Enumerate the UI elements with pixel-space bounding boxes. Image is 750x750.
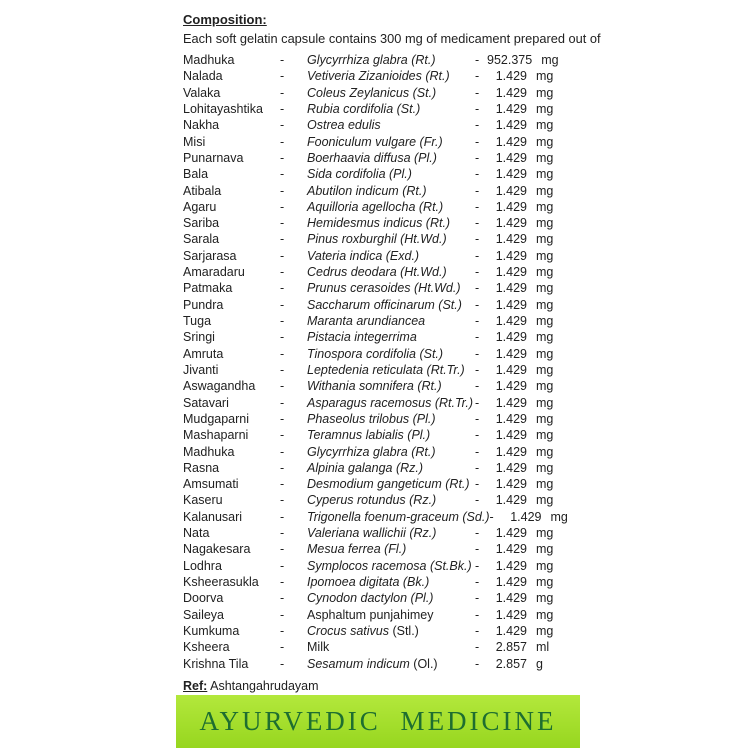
dash-separator: -: [280, 216, 285, 231]
ingredient-name: Satavari: [183, 395, 229, 410]
ingredient-name: Madhuka: [183, 53, 235, 67]
botanical-name: Cedrus deodara (Ht.Wd.): [307, 265, 447, 280]
ingredient-row: [183, 379, 583, 395]
dash-separator: -: [475, 53, 480, 67]
dash-separator: -: [475, 101, 480, 116]
dash-separator: -: [280, 183, 285, 198]
dash-separator: -: [475, 248, 480, 263]
dash-separator: -: [475, 656, 480, 671]
dash-separator: -: [280, 167, 285, 182]
quantity-unit: mg: [536, 411, 554, 426]
quantity-value: 1.429: [495, 493, 527, 508]
ingredient-name: Jivanti: [183, 362, 219, 377]
botanical-name: Coleus Zeylanicus (St.): [307, 85, 437, 100]
ingredient-name: Sarjarasa: [183, 248, 237, 263]
dash-separator: -: [280, 314, 285, 328]
quantity-unit: mg: [536, 232, 554, 247]
quantity-value: 1.429: [495, 134, 527, 149]
dash-separator: -: [280, 591, 285, 606]
ingredient-row: [183, 200, 583, 216]
ingredient-row: [183, 347, 583, 363]
ingredient-row: [183, 363, 583, 379]
quantity-unit: mg: [536, 362, 554, 377]
quantity-value: 2.857: [495, 656, 527, 671]
ayurvedic-medicine-banner: [176, 695, 580, 748]
dash-separator: -: [475, 85, 480, 100]
quantity-unit: mg: [536, 85, 554, 100]
quantity-value: 1.429: [495, 526, 527, 541]
botanical-name: Boerhaavia diffusa (Pl.): [307, 150, 437, 165]
dash-separator: -: [280, 150, 285, 165]
ingredient-name: Bala: [183, 167, 209, 182]
ingredient-row: [183, 461, 583, 477]
dash-separator: -: [280, 656, 285, 671]
quantity-value: 1.429: [495, 428, 527, 443]
ingredient-name: Doorva: [183, 591, 224, 606]
ingredient-row: [183, 69, 583, 85]
dash-separator: -: [475, 167, 480, 182]
dash-separator: -: [475, 281, 480, 296]
dash-separator: -: [280, 199, 285, 214]
quantity-unit: mg: [536, 428, 554, 443]
ingredient-row: [183, 298, 583, 314]
ingredient-row: [183, 249, 583, 265]
botanical-name: Glycyrrhiza glabra (Rt.): [307, 444, 436, 459]
ingredient-name: Madhuka: [183, 444, 235, 459]
dash-separator: -: [475, 216, 480, 231]
dash-separator: -: [475, 297, 480, 312]
dash-separator: -: [475, 330, 480, 345]
quantity-value: 1.429: [495, 167, 527, 182]
ingredient-name: Ksheerasukla: [183, 575, 259, 589]
ingredient-name: Kumkuma: [183, 623, 240, 638]
ingredient-row: [183, 493, 583, 509]
dash-separator: -: [280, 623, 285, 638]
botanical-name: Glycyrrhiza glabra (Rt.): [307, 53, 436, 67]
ingredient-name: Mudgaparni: [183, 411, 250, 426]
quantity-value: 1.429: [495, 395, 527, 410]
quantity-value: 1.429: [495, 150, 527, 165]
dash-separator: -: [280, 607, 285, 622]
quantity-value: 1.429: [495, 460, 527, 475]
ingredient-row: [183, 118, 583, 134]
ref-text: Ashtangahrudayam: [210, 678, 319, 693]
dash-separator: -: [475, 183, 480, 198]
ingredient-row: [183, 216, 583, 232]
ingredient-name: Agaru: [183, 199, 217, 214]
quantity-value: 1.429: [495, 281, 527, 296]
quantity-value: 1.429: [495, 607, 527, 622]
botanical-name: Pistacia integerrima: [307, 330, 417, 345]
quantity-unit: mg: [536, 542, 554, 557]
quantity-value: 1.429: [495, 477, 527, 492]
dash-separator: -: [280, 379, 285, 394]
dash-separator: -: [489, 509, 494, 524]
quantity-unit: mg: [536, 575, 554, 589]
ingredient-row: [183, 657, 583, 673]
ingredient-name: Punarnava: [183, 150, 244, 165]
ingredient-row: [183, 624, 583, 640]
botanical-name: Leptedenia reticulata (Rt.Tr.): [307, 362, 465, 377]
dash-separator: -: [475, 477, 480, 492]
quantity-unit: mg: [536, 314, 554, 328]
ingredient-name: Tuga: [183, 314, 212, 328]
botanical-name: Sida cordifolia (Pl.): [307, 167, 412, 182]
quantity-unit: mg: [536, 330, 554, 345]
dash-separator: -: [280, 493, 285, 508]
dash-separator: -: [475, 395, 480, 410]
ingredient-name: Nalada: [183, 69, 223, 84]
quantity-value: 1.429: [495, 330, 527, 345]
quantity-unit: mg: [536, 526, 554, 541]
composition-section: [183, 12, 601, 693]
quantity-value: 1.429: [495, 411, 527, 426]
quantity-unit: g: [536, 656, 543, 671]
quantity-value: 1.429: [495, 444, 527, 459]
dash-separator: -: [280, 265, 285, 280]
ingredient-row: [183, 591, 583, 607]
ingredient-name: Sariba: [183, 216, 220, 231]
dash-separator: -: [475, 69, 480, 84]
quantity-value: 1.429: [495, 265, 527, 280]
dash-separator: -: [475, 150, 480, 165]
botanical-name: Aquilloria agellocha (Rt.): [307, 199, 444, 214]
dash-separator: -: [475, 199, 480, 214]
composition-title: Composition:: [183, 12, 267, 27]
ingredient-name: Lohitayashtika: [183, 101, 263, 116]
ingredient-name: Sringi: [183, 330, 215, 345]
ingredient-name: Krishna Tila: [183, 656, 249, 671]
quantity-value: 1.429: [495, 346, 527, 361]
quantity-value: 1.429: [495, 297, 527, 312]
dash-separator: -: [475, 379, 480, 394]
quantity-value: 1.429: [495, 101, 527, 116]
ingredient-name: Nata: [183, 526, 210, 541]
quantity-unit: mg: [536, 265, 554, 280]
dash-separator: -: [475, 118, 480, 133]
dash-separator: -: [280, 542, 285, 557]
quantity-value: 952.375: [487, 53, 533, 67]
dash-separator: -: [280, 281, 285, 296]
quantity-unit: mg: [536, 623, 554, 638]
botanical-name: Asphaltum punjahimey: [307, 607, 434, 622]
dash-separator: -: [280, 558, 285, 573]
quantity-unit: mg: [536, 297, 554, 312]
ingredient-row: [183, 575, 583, 591]
botanical-name: Milk: [307, 640, 330, 655]
dash-separator: -: [280, 362, 285, 377]
botanical-name: Sesamum indicum (Ol.): [307, 656, 438, 671]
quantity-value: 1.429: [495, 362, 527, 377]
quantity-value: 1.429: [495, 542, 527, 557]
quantity-unit: mg: [536, 118, 554, 133]
ingredient-name: Aswagandha: [183, 379, 256, 394]
quantity-value: 1.429: [495, 183, 527, 198]
quantity-unit: mg: [536, 607, 554, 622]
ingredient-row: [183, 135, 583, 151]
quantity-unit: mg: [536, 379, 554, 394]
ingredient-row: [183, 265, 583, 281]
quantity-unit: mg: [536, 167, 554, 182]
quantity-unit: mg: [536, 183, 554, 198]
botanical-name: Pinus roxburghil (Ht.Wd.): [307, 232, 447, 247]
dash-separator: -: [280, 53, 285, 67]
dash-separator: -: [280, 101, 285, 116]
ingredient-row: [183, 184, 583, 200]
quantity-value: 1.429: [495, 591, 527, 606]
ingredient-row: [183, 477, 583, 493]
ingredient-row: [183, 608, 583, 624]
ingredient-row: [183, 526, 583, 542]
botanical-name: Symplocos racemosa (St.Bk.): [307, 558, 472, 573]
quantity-value: 1.429: [495, 69, 527, 84]
dash-separator: -: [280, 395, 285, 410]
reference-line: [183, 679, 583, 693]
dash-separator: -: [475, 265, 480, 280]
ingredient-name: Ksheera: [183, 640, 230, 655]
dash-separator: -: [280, 428, 285, 443]
dash-separator: -: [475, 232, 480, 247]
ingredient-name: Mashaparni: [183, 428, 249, 443]
ingredient-name: Rasna: [183, 460, 220, 475]
ingredient-row: [183, 445, 583, 461]
quantity-unit: mg: [536, 134, 554, 149]
ingredient-row: [183, 53, 583, 69]
quantity-unit: mg: [536, 460, 554, 475]
quantity-unit: mg: [541, 53, 559, 67]
quantity-unit: mg: [536, 150, 554, 165]
quantity-unit: mg: [536, 444, 554, 459]
dash-separator: -: [475, 314, 480, 328]
quantity-value: 1.429: [510, 509, 542, 524]
quantity-unit: mg: [536, 216, 554, 231]
ingredient-name: Lodhra: [183, 558, 222, 573]
ingredients-table: [183, 53, 583, 673]
quantity-value: 1.429: [495, 575, 527, 589]
quantity-value: 1.429: [495, 314, 527, 328]
quantity-unit: mg: [536, 281, 554, 296]
botanical-name: Maranta arundiancea: [307, 314, 426, 328]
quantity-unit: mg: [536, 493, 554, 508]
ingredient-row: [183, 167, 583, 183]
dash-separator: -: [475, 542, 480, 557]
botanical-name: Crocus sativus (Stl.): [307, 623, 419, 638]
quantity-value: 1.429: [495, 379, 527, 394]
quantity-unit: mg: [536, 346, 554, 361]
dash-separator: -: [475, 640, 480, 655]
botanical-name: Hemidesmus indicus (Rt.): [307, 216, 451, 231]
botanical-name: Ostrea edulis: [307, 118, 381, 133]
dash-separator: -: [475, 591, 480, 606]
ingredient-row: [183, 86, 583, 102]
ingredient-name: Kalanusari: [183, 509, 243, 524]
dash-separator: -: [475, 558, 480, 573]
quantity-value: 1.429: [495, 216, 527, 231]
dash-separator: -: [475, 607, 480, 622]
ingredient-row: [183, 412, 583, 428]
quantity-unit: mg: [536, 558, 554, 573]
quantity-unit: mg: [536, 69, 554, 84]
quantity-value: 1.429: [495, 232, 527, 247]
botanical-name: Vateria indica (Exd.): [307, 248, 420, 263]
botanical-name: Vetiveria Zizanioides (Rt.): [307, 69, 450, 84]
botanical-name: Rubia cordifolia (St.): [307, 101, 421, 116]
ingredient-row: [183, 151, 583, 167]
botanical-name: Alpinia galanga (Rz.): [307, 460, 424, 475]
dash-separator: -: [475, 428, 480, 443]
ingredient-row: [183, 510, 583, 526]
ingredient-row: [183, 281, 583, 297]
quantity-value: 2.857: [495, 640, 527, 655]
ingredient-row: [183, 542, 583, 558]
ingredient-row: [183, 640, 583, 656]
dash-separator: -: [280, 640, 285, 655]
botanical-name: Mesua ferrea (Fl.): [307, 542, 407, 557]
botanical-name: Teramnus labialis (Pl.): [307, 428, 431, 443]
dash-separator: -: [475, 493, 480, 508]
ingredient-name: Pundra: [183, 297, 224, 312]
ingredient-row: [183, 559, 583, 575]
dash-separator: -: [280, 330, 285, 345]
quantity-unit: mg: [550, 509, 568, 524]
ingredient-name: Patmaka: [183, 281, 233, 296]
dash-separator: -: [280, 85, 285, 100]
ingredient-name: Misi: [183, 134, 206, 149]
dash-separator: -: [475, 411, 480, 426]
ref-label: Ref:: [183, 678, 208, 693]
ingredient-name: Amruta: [183, 346, 224, 361]
dash-separator: -: [280, 509, 285, 524]
quantity-unit: mg: [536, 477, 554, 492]
ingredient-row: [183, 330, 583, 346]
dash-separator: -: [475, 575, 480, 589]
quantity-value: 1.429: [495, 248, 527, 263]
dash-separator: -: [280, 134, 285, 149]
dash-separator: -: [475, 346, 480, 361]
ingredient-row: [183, 232, 583, 248]
botanical-name: Withania somnifera (Rt.): [307, 379, 442, 394]
dash-separator: -: [475, 362, 480, 377]
quantity-value: 1.429: [495, 85, 527, 100]
dash-separator: -: [475, 134, 480, 149]
quantity-value: 1.429: [495, 199, 527, 214]
quantity-value: 1.429: [495, 623, 527, 638]
quantity-value: 1.429: [495, 558, 527, 573]
botanical-name: Abutilon indicum (Rt.): [307, 183, 427, 198]
dash-separator: -: [280, 248, 285, 263]
botanical-name: Cynodon dactylon (Pl.): [307, 591, 434, 606]
dash-separator: -: [475, 444, 480, 459]
ingredient-row: [183, 396, 583, 412]
quantity-unit: mg: [536, 101, 554, 116]
botanical-name: Asparagus racemosus (Rt.Tr.): [307, 395, 474, 410]
botanical-name: Valeriana wallichii (Rz.): [307, 526, 437, 541]
dash-separator: -: [280, 444, 285, 459]
dash-separator: -: [280, 460, 285, 475]
dash-separator: -: [280, 477, 285, 492]
botanical-name: Phaseolus trilobus (Pl.): [307, 411, 436, 426]
botanical-name: Desmodium gangeticum (Rt.): [307, 477, 470, 492]
botanical-name: Tinospora cordifolia (St.): [307, 346, 444, 361]
ingredient-name: Amaradaru: [183, 265, 245, 280]
botanical-name: Prunus cerasoides (Ht.Wd.): [307, 281, 461, 296]
ingredient-name: Atibala: [183, 183, 222, 198]
quantity-unit: ml: [536, 640, 550, 655]
quantity-unit: mg: [536, 248, 554, 263]
banner-text: AYURVEDIC MEDICINE: [199, 706, 557, 736]
dash-separator: -: [475, 460, 480, 475]
dash-separator: -: [280, 575, 285, 589]
dash-separator: -: [280, 297, 285, 312]
botanical-name: Saccharum officinarum (St.): [307, 297, 462, 312]
composition-subtitle: Each soft gelatin capsule contains 300 mg of medicament prepared out of: [183, 31, 601, 46]
ingredient-name: Valaka: [183, 85, 221, 100]
dash-separator: -: [475, 526, 480, 541]
dash-separator: -: [280, 346, 285, 361]
ingredient-name: Nagakesara: [183, 542, 251, 557]
ingredient-name: Kaseru: [183, 493, 223, 508]
dash-separator: -: [280, 118, 285, 133]
botanical-name: Ipomoea digitata (Bk.): [307, 575, 430, 589]
botanical-name: Cyperus rotundus (Rz.): [307, 493, 437, 508]
ingredient-row: [183, 314, 583, 330]
ingredient-name: Sarala: [183, 232, 220, 247]
botanical-name: Trigonella foenum-graceum (Sd.): [307, 509, 490, 524]
quantity-unit: mg: [536, 395, 554, 410]
dash-separator: -: [280, 526, 285, 541]
ingredient-name: Saileya: [183, 607, 224, 622]
quantity-unit: mg: [536, 199, 554, 214]
dash-separator: -: [280, 411, 285, 426]
quantity-value: 1.429: [495, 118, 527, 133]
dash-separator: -: [280, 69, 285, 84]
botanical-name: Fooniculum vulgare (Fr.): [307, 134, 443, 149]
ingredient-name: Amsumati: [183, 477, 239, 492]
dash-separator: -: [280, 232, 285, 247]
dash-separator: -: [475, 623, 480, 638]
ingredient-name: Nakha: [183, 118, 220, 133]
ingredient-row: [183, 102, 583, 118]
quantity-unit: mg: [536, 591, 554, 606]
ingredient-row: [183, 428, 583, 444]
